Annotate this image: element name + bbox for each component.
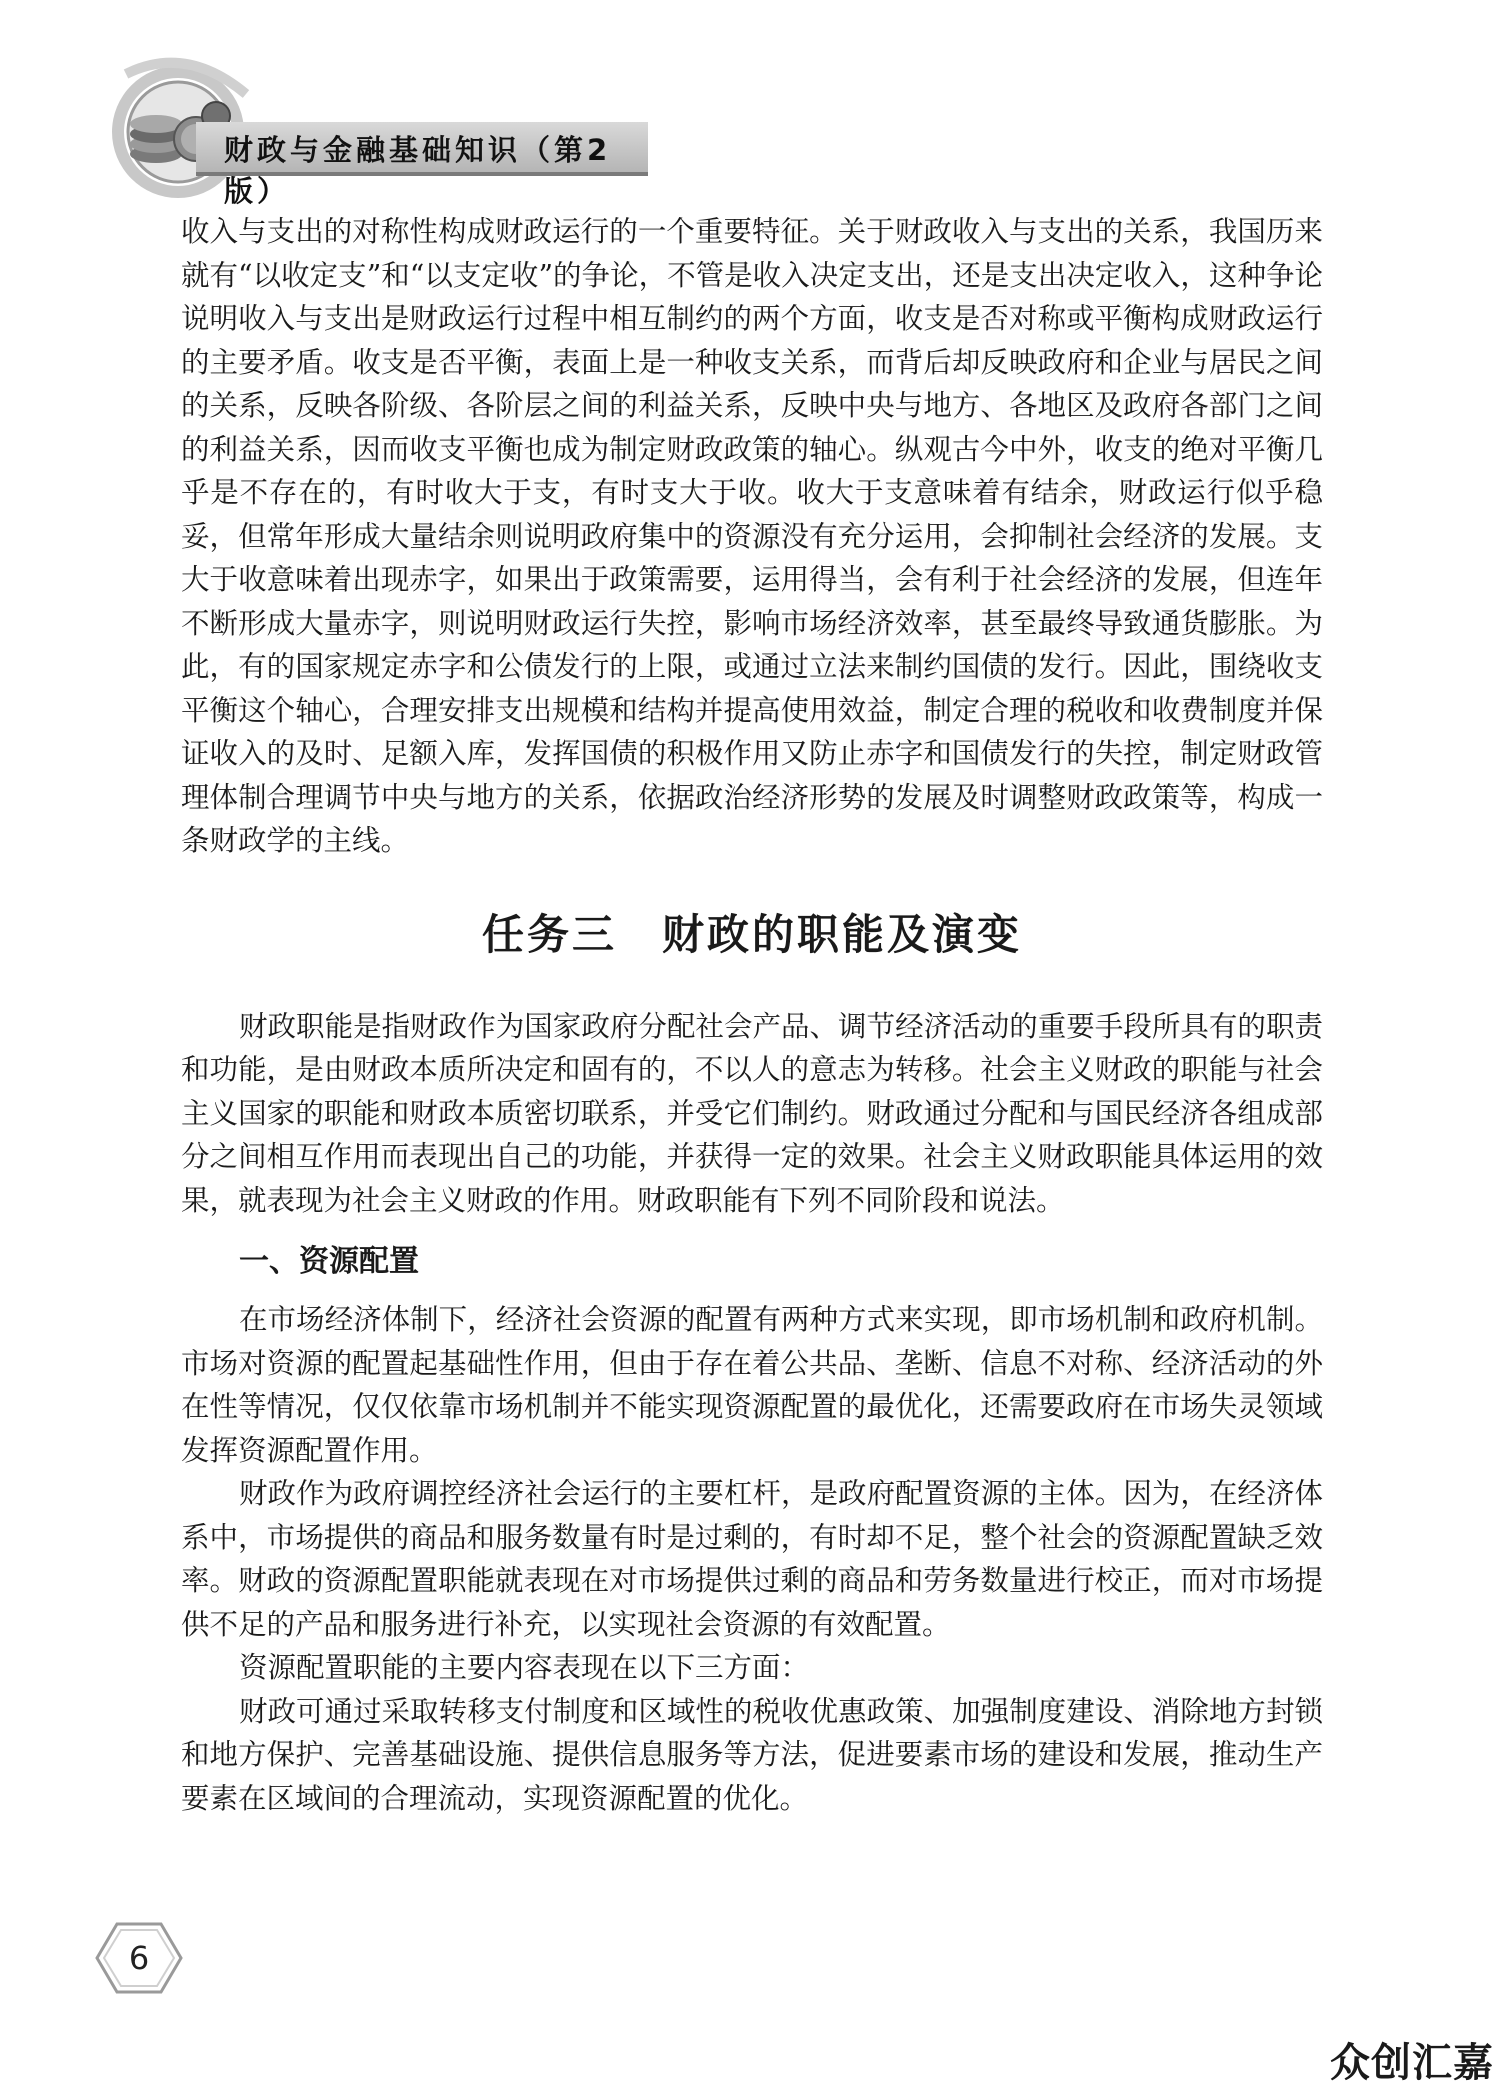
paragraph: 收入与支出的对称性构成财政运行的一个重要特征。关于财政收入与支出的关系，我国历来就有“以收定支”和“以支定收”的争论，不管是收入决定支出，还是支出决定收入，这种争论说明收入与支出是财政运行过程中相互制约的两个方面，收支是否对称或平衡构成财政运行的主要矛盾。收支是否平衡，表面上是一种收支关系，而背后却反映政府和企业与居民之间的关系，反映各阶级、各阶层之间的利益关系，反映中央与地方、各地区及政府各部门之间的利益关系，因而收支平衡也成为制定财政政策的轴心。纵观古今中外，收支的绝对平衡几乎是不存在的，有时收大于支，有时支大于收。收大于支意味着有结余，财政运行似乎稳妥，但常年形成大量结余则说明政府集中的资源没有充分运用，会抑制社会经济的发展。支大于收意味着出现赤字，如果出于政策需要，运用得当，会有利于社会经济的发展，但连年不断形成大量赤字，则说明财政运行失控，影响市场经济效率，甚至最终导致通货膨胀。为此，有的国家规定赤字和公债发行的上限，或通过立法来制约国债的发行。因此，围绕收支平衡这个轴心，合理安排支出规模和结构并提高使用效益，制定合理的税收和收费制度并保证收入的及时、足额入库，发挥国债的积极作用又防止赤字和国债发行的失控，制定财政管理体制合理调节中央与地方的关系，依据政治经济形势的发展及时调整财政政策等，构成一条财政学的主线。: [181, 215, 1323, 857]
watermark: 众创汇嘉: [1330, 2040, 1494, 2086]
section-title: 任务三 财政的职能及演变: [481, 909, 1022, 959]
page-number-badge: [95, 1920, 183, 1996]
paragraph: 财政职能是指财政作为国家政府分配社会产品、调节经济活动的重要手段所具有的职责和功能，是由财政本质所决定和固有的，不以人的意志为转移。社会主义财政的职能与社会主义国家的职能和财政本质密切联系，并受它们制约。财政通过分配和与国民经济各组成部分之间相互作用而表现出自己的功能，并获得一定的效果。社会主义财政职能具体运用的效果，就表现为社会主义财政的作用。财政职能有下列不同阶段和说法。: [181, 1009, 1323, 1217]
subsection-title: 一、资源配置: [239, 1244, 419, 1279]
page-body: [181, 210, 1323, 1820]
paragraph: 在市场经济体制下，经济社会资源的配置有两种方式来实现，即市场机制和政府机制。市场对资源的配置起基础性作用，但由于存在着公共品、垄断、信息不对称、经济活动的外在性等情况，仅仅依靠市场机制并不能实现资源配置的最优化，还需要政府在市场失灵领域发挥资源配置作用。: [181, 1303, 1323, 1467]
book-title: 财政与金融基础知识（第2版）: [224, 133, 612, 208]
paragraph: 财政可通过采取转移支付制度和区域性的税收优惠政策、加强制度建设、消除地方封锁和地方保护、完善基础设施、提供信息服务等方法，促进要素市场的建设和发展，推动生产要素在区域间的合理流动，实现资源配置的优化。: [181, 1694, 1323, 1815]
paragraph: 资源配置职能的主要内容表现在以下三方面：: [239, 1651, 810, 1684]
running-header: [96, 54, 656, 214]
paragraph: 财政作为政府调控经济社会运行的主要杠杆，是政府配置资源的主体。因为，在经济体系中，市场提供的商品和服务数量有时是过剩的，有时却不足，整个社会的资源配置缺乏效率。财政的资源配置职能就表现在对市场提供过剩的商品和劳务数量进行校正，而对市场提供不足的产品和服务进行补充，以实现社会资源的有效配置。: [181, 1477, 1323, 1641]
page-number: 6: [128, 1939, 150, 1977]
